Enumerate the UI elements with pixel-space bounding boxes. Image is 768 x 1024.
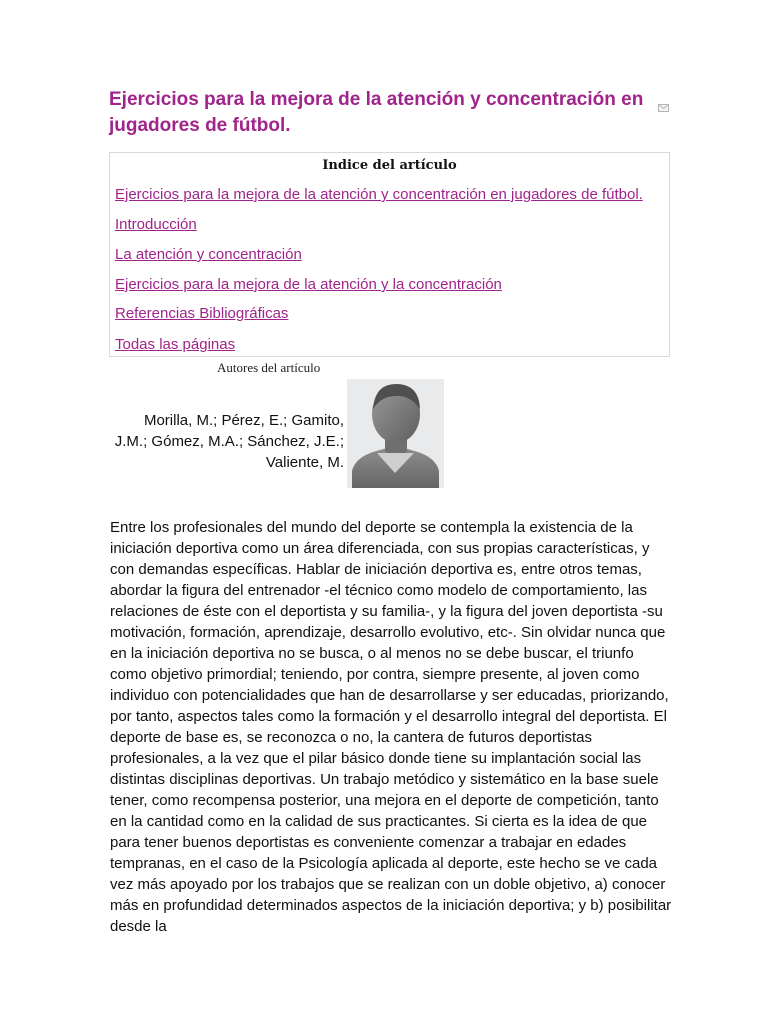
toc-link-introduction[interactable]: Introducción — [115, 216, 197, 233]
authors-names: Morilla, M.; Pérez, E.; Gamito, J.M.; Gómez, M.A.; Sánchez, J.E.; Valiente, M. — [114, 412, 344, 471]
article-index-header: Indice del artículo — [322, 158, 457, 173]
toc-link-attention[interactable]: La atención y concentración — [115, 246, 302, 263]
article-body-paragraph: Entre los profesionales del mundo del deporte se contempla la existencia de la iniciación deportiva como un área diferenciada, con sus propias características, y con demandas específicas. Hablar de iniciación deportiva es, entre otros temas, abordar la figura del entrenador -el técnico como modelo de comportamiento, las relaciones de éste con el deportista y su familia-, y la figura del joven deportista -su motivación, formación, aprendizaje, desarrollo evolutivo, etc-. Sin olvidar nunca que en la iniciación deportiva no se busca, o al menos no se debe buscar, el triunfo como objetivo primordial; teniendo, por contra, siempre presente, al joven como individuo con potencialidades que han de desarrollarse y ser educadas, priorizando, por tanto, aspectos tales como la formación y el desarrollo integral del deportista. El deporte de base es, se reconozca o no, la cantera de futuros deportistas profesionales, a la vez que el pilar básico donde tiene su implantación social las distintas disciplinas deportivas. Un trabajo metódico y sistemático en la base suele tener, como recompensa posterior, una mejora en el deporte de competición, tanto en la cantidad como en la calidad de sus practicantes. Si cierta es la idea de que para tener buenos deportistas es conveniente comenzar a trabajar en edades tempranas, en el caso de la Psicología aplicada al deporte, este hecho se ve cada vez más apoyado por los trabajos que se realizan con un doble objetivo, a) conocer más en profundidad determinados aspectos de la iniciación deportiva; y b) posibilitar desde la — [110, 519, 672, 935]
toc-link-exercises[interactable]: Ejercicios para la mejora de la atención y la concentración — [115, 276, 502, 293]
toc-link-references[interactable]: Referencias Bibliográficas — [115, 305, 289, 322]
avatar-placeholder — [347, 379, 444, 488]
toc-link-all-pages[interactable]: Todas las páginas — [115, 336, 236, 353]
article-title: Ejercicios para la mejora de la atención y concentración en jugadores de fútbol. — [109, 89, 644, 136]
person-silhouette-icon — [347, 379, 444, 488]
toc-link-exercises-title[interactable]: Ejercicios para la mejora de la atención y concentración en jugadores de fútbol. — [115, 186, 643, 203]
email-icon[interactable] — [658, 104, 669, 112]
article-index — [109, 152, 670, 357]
authors-header: Autores del artículo — [217, 360, 321, 375]
